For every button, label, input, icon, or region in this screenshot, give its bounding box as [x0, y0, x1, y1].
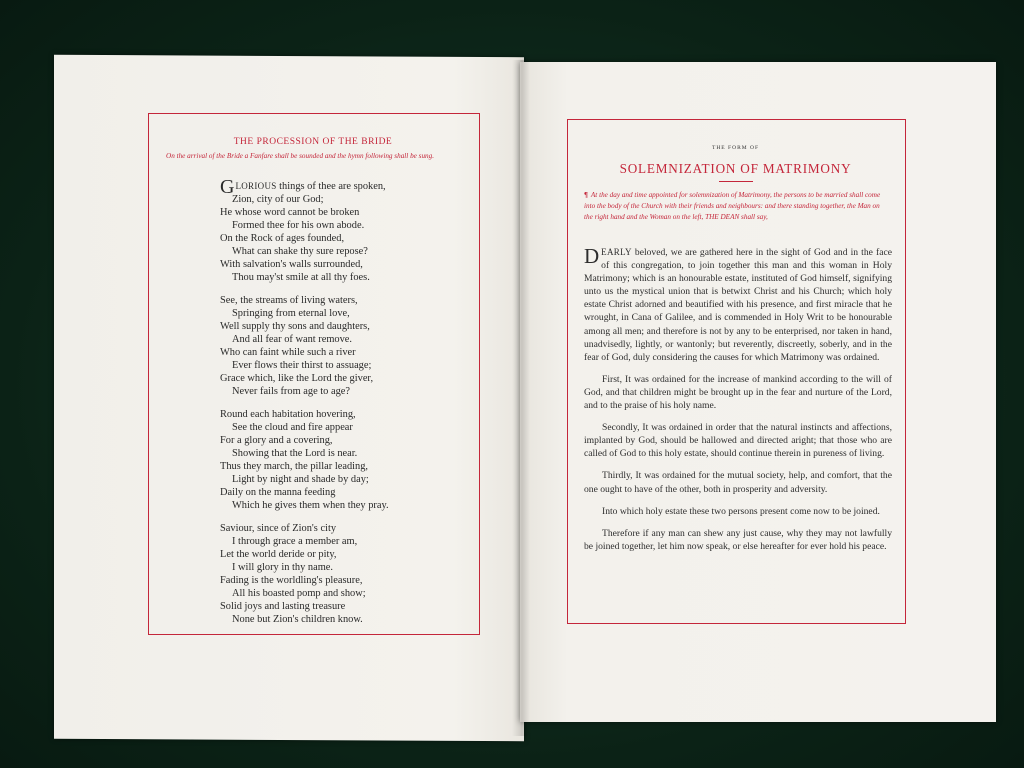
book-gutter	[512, 60, 530, 736]
hymn-line: I will glory in thy name.	[232, 562, 334, 573]
body-paragraph-text: beloved, we are gathered here in the sight of God and in the face of this congregation, to join together this man and this woman in Holy Matrimony; which is an honourable estate, instituted of God himself, signifying unto us the mystical union that is betwixt Christ and his Church; which holy estate Christ adorned and beautified with his presence, and first miracle that he wrought, in Cana of Galilee, and is commended in Holy Writ to be honourable among all men; and therefore is not by any to be enterprised, nor taken in hand, unadvisedly, lightly, or wantonly; but reverently, discreetly, soberly, and in the fear of God, duly considering the causes for which Matrimony was ordained.	[584, 247, 892, 363]
hymn-drop-capital: G	[220, 176, 235, 198]
body-drop-capital: D	[584, 244, 600, 268]
hymn-text	[220, 176, 460, 636]
body-paragraph: Therefore if any man can shew any just cause, why they may not lawfully be joined together, let him now speak, or else hereafter for ever hold his peace.	[584, 527, 892, 552]
procession-rubric: On the arrival of the Bride a Fanfare shall be sounded and the hymn following shall be sung.	[166, 152, 435, 160]
body-paragraph: Secondly, It was ordained in order that the natural instincts and affections, implanted by God, should be hallowed and directed aright; that those who are called of God to this holy estate, should continue therein in pureness of living.	[584, 422, 892, 460]
hymn-line: Grace which, like the Lord the giver,	[220, 373, 374, 384]
hymn-line: Solid joys and lasting treasure	[220, 601, 346, 612]
hymn-line: Round each habitation hovering,	[220, 409, 356, 420]
hymn-line: Light by night and shade by day;	[232, 474, 369, 485]
hymn-line: Who can faint while such a river	[220, 347, 356, 358]
hymn-line: Which he gives them when they pray.	[232, 500, 389, 511]
hymn-line: He whose word cannot be broken	[220, 207, 360, 218]
hymn-line: With salvation's walls surrounded,	[220, 259, 363, 270]
body-paragraph: Thirdly, It was ordained for the mutual society, help, and comfort, that the one ought to have of the other, both in prosperity and adversity.	[584, 470, 892, 495]
hymn-stanza	[220, 522, 460, 626]
hymn-line: Daily on the manna feeding	[220, 487, 336, 498]
hymn-first-line-text: things of thee are spoken,	[276, 181, 386, 192]
body-paragraph	[584, 246, 892, 364]
hymn-line: Thou may'st smile at all thy foes.	[232, 272, 370, 283]
body-paragraph: Into which holy estate these two persons present come now to be joined.	[602, 505, 880, 517]
hymn-first-word: LORIOUS	[235, 181, 277, 191]
hymn-line: Springing from eternal love,	[232, 308, 350, 319]
hymn-line: Ever flows their thirst to assuage;	[232, 360, 372, 371]
hymn-line: For a glory and a covering,	[220, 435, 333, 446]
hymn-line: Zion, city of our God;	[232, 194, 324, 205]
procession-title: THE PROCESSION OF THE BRIDE	[233, 137, 393, 147]
hymn-line: Let the world deride or pity,	[220, 549, 337, 560]
hymn-line: Well supply thy sons and daughters,	[220, 321, 370, 332]
hymn-line: See the cloud and fire appear	[232, 422, 353, 433]
body-paragraph: First, It was ordained for the increase of mankind according to the will of God, and that children might be brought up in the fear and nurture of the Lord, and to the praise of his holy name.	[584, 373, 892, 412]
hymn-line: On the Rock of ages founded,	[220, 233, 345, 244]
hymn-stanza	[220, 294, 460, 398]
hymn-stanza	[220, 408, 460, 512]
hymn-line: Never fails from age to age?	[232, 386, 350, 397]
body-first-word: EARLY	[601, 247, 632, 257]
hymn-line: Showing that the Lord is near.	[232, 448, 358, 459]
hymn-line: Thus they march, the pillar leading,	[220, 461, 369, 472]
matrimony-rubric	[584, 190, 890, 223]
hymn-line: None but Zion's children know.	[232, 614, 363, 625]
hymn-line: Fading is the worldling's pleasure,	[220, 575, 363, 586]
matrimony-rubric-text: At the day and time appointed for solemnization of Matrimony, the persons to be married shall come into the body of the Church with their friends and neighbours: and there standing together, the Man on the right hand and the Woman on the left, THE DEAN shall say,	[584, 191, 881, 221]
hymn-first-line	[220, 176, 460, 198]
hymn-line: Formed thee for his own abode.	[232, 220, 365, 231]
hymn-line: Saviour, since of Zion's city	[220, 523, 337, 534]
form-kicker: THE FORM OF	[711, 145, 760, 151]
hymn-line: And all fear of want remove.	[232, 334, 353, 345]
title-rule	[719, 181, 753, 182]
matrimony-body	[584, 246, 892, 562]
matrimony-title: SOLEMNIZATION OF MATRIMONY	[619, 161, 852, 176]
pilcrow-icon: ¶	[584, 191, 588, 199]
hymn-line: All his boasted pomp and show;	[232, 588, 366, 599]
hymn-stanza	[220, 176, 460, 284]
hymn-line: See, the streams of living waters,	[220, 295, 358, 306]
hymn-line: What can shake thy sure repose?	[232, 246, 368, 257]
hymn-line: I through grace a member am,	[232, 536, 358, 547]
